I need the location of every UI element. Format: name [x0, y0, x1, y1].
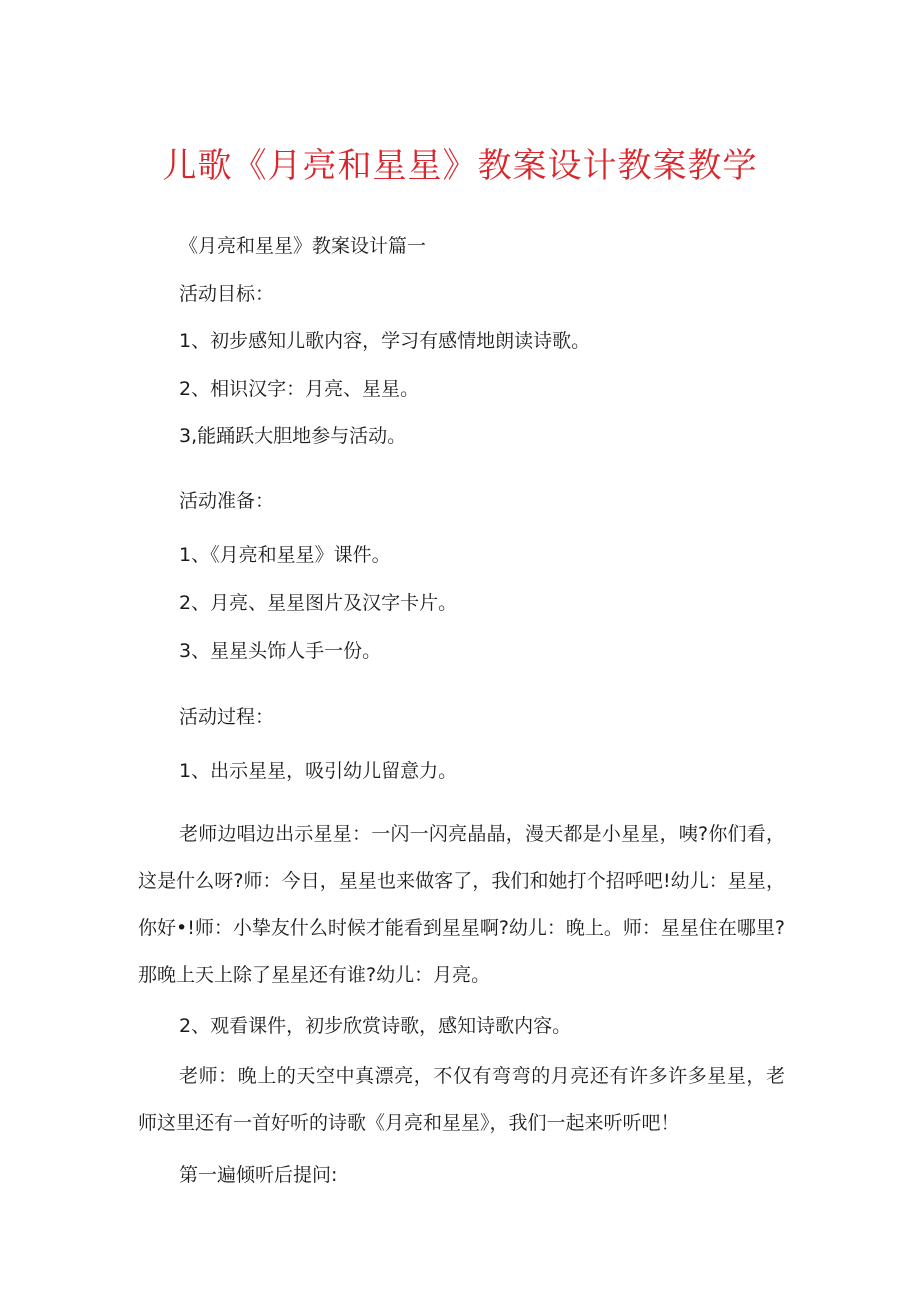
goals-heading: 活动目标：	[179, 283, 275, 305]
prep-heading: 活动准备：	[179, 490, 275, 512]
process-paragraph-2: 老师：晚上的天空中真漂亮，不仅有弯弯的月亮还有许多许多星星，老师这里还有一首好听的诗歌《月亮和星星》，我们一起来听听吧！	[138, 1065, 785, 1134]
process-step-3: 第一遍倾听后提问:	[179, 1164, 338, 1186]
process-paragraph-1: 老师边唱边出示星星：一闪一闪亮晶晶，漫天都是小星星，咦?你们看，这是什么呀?师：今日，星星也来做客了，我们和她打个招呼吧!幼儿：星星，你好•!师：小挚友什么时候才能看到星星啊?幼儿：晚上。师：星星住在哪里?那晚上天上除了星星还有谁?幼儿：月亮。	[138, 823, 785, 986]
goals-item-1: 1、初步感知儿歌内容，学习有感情地朗读诗歌。	[179, 330, 591, 352]
prep-item-1: 1、《月亮和星星》课件。	[179, 544, 391, 566]
process-heading: 活动过程：	[179, 706, 275, 728]
section-subtitle: 《月亮和星星》教案设计篇一	[179, 235, 427, 257]
goals-item-3: 3,能踊跃大胆地参与活动。	[179, 425, 407, 447]
process-step-2: 2、观看课件，初步欣赏诗歌，感知诗歌内容。	[179, 1015, 572, 1037]
goals-item-2: 2、相识汉字：月亮、星星。	[179, 378, 420, 400]
document-title: 儿歌《月亮和星星》教案设计教案教学	[162, 146, 758, 186]
process-step-1: 1、出示星星，吸引幼儿留意力。	[179, 760, 458, 782]
prep-item-2: 2、月亮、星星图片及汉字卡片。	[179, 592, 458, 614]
prep-item-3: 3、星星头饰人手一份。	[179, 640, 382, 662]
